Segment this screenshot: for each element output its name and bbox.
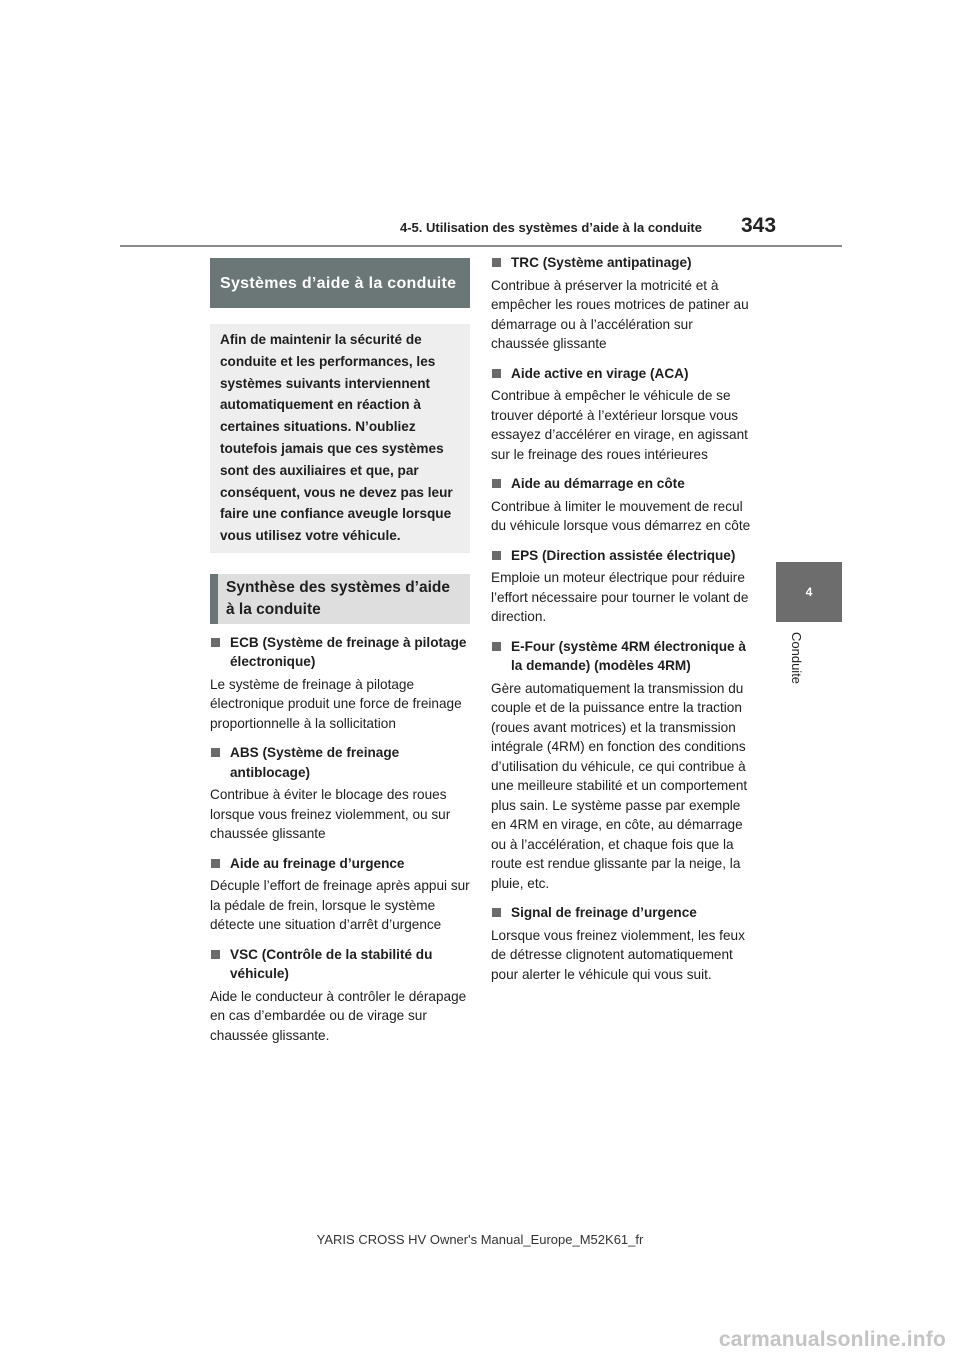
item-title: Aide au freinage d’urgence xyxy=(210,854,470,874)
watermark-link[interactable]: carmanualsonline.info xyxy=(718,1328,946,1351)
chapter-tab-label-container xyxy=(786,632,806,688)
item-body: Gère automatiquement la transmission du couple et de la puissance entre la traction (roues avant motrices) et la transmission intégrale (4RM) en fonction des conditions d’utilisation du véhicule, ce qui contribue à une meilleure stabilité et un comportement plus sain. Le système passe par exemple en 4RM en virage, en côte, au démarrage ou à l’accélération, et chaque fois que la route est rendue glissante par la neige, la pluie, etc. xyxy=(491,680,748,891)
page-number: 343 xyxy=(741,214,777,237)
item-body: Contribue à éviter le blocage des roues lorsque vous freinez violemment, ou sur chaussée glissante xyxy=(210,787,451,842)
item-title: VSC (Contrôle de la stabilité du véhicule) xyxy=(210,945,470,984)
list-item xyxy=(491,364,751,465)
section-heading-summary-text: Synthèse des systèmes d’aide à la conduite xyxy=(226,578,451,618)
chapter-tab-label: Conduite xyxy=(789,632,804,685)
item-title: TRC (Système antipatinage) xyxy=(491,253,751,273)
item-body: Lorsque vous freinez violemment, les feux de détresse clignotent automatiquement pour alerter le véhicule qui vous suit. xyxy=(491,927,745,982)
footer-manual-id: YARIS CROSS HV Owner's Manual_Europe_M52K61_fr xyxy=(316,1232,644,1247)
section-header-title: 4-5. Utilisation des systèmes d’aide à la conduite xyxy=(400,220,702,235)
item-body: Contribue à empêcher le véhicule de se trouver déporté à l’extérieur lorsque vous essayez d’accélérer en virage, en agissant sur le freinage des roues intérieures xyxy=(491,388,748,462)
chapter-tab-number: 4 xyxy=(805,585,813,599)
item-title: ABS (Système de freinage antiblocage) xyxy=(210,743,470,782)
item-title: Aide active en virage (ACA) xyxy=(491,364,751,384)
intro-box: Afin de maintenir la sécurité de conduite et les performances, les systèmes suivants interviennent automatiquement en réaction à certaines situations. N’oubliez toutefois jamais que ces systèmes sont des auxiliaires et que, par conséquent, vous ne devez pas leur faire une confiance aveugle lorsque vous utilisez votre véhicule. xyxy=(210,324,470,553)
section-heading-driving-aids xyxy=(210,258,470,308)
item-body: Décuple l’effort de freinage après appui sur la pédale de frein, lorsque le système détecte une situation d’arrêt d’urgence xyxy=(210,878,470,933)
list-item xyxy=(210,743,470,844)
list-item xyxy=(491,253,751,354)
right-column xyxy=(491,253,751,984)
item-body: Contribue à préserver la motricité et à empêcher les roues motrices de patiner au démarrage ou à l’accélération sur chaussée glissante xyxy=(491,277,749,351)
list-item xyxy=(491,474,751,536)
section-heading-summary xyxy=(210,574,470,624)
list-item xyxy=(491,637,751,894)
item-title: E-Four (système 4RM électronique à la demande) (modèles 4RM) xyxy=(491,637,751,676)
chapter-tab xyxy=(776,562,842,622)
list-item xyxy=(210,854,470,935)
item-title: EPS (Direction assistée électrique) xyxy=(491,546,751,566)
item-title: ECB (Système de freinage à pilotage électronique) xyxy=(210,633,470,672)
section-heading-driving-aids-text: Systèmes d’aide à la conduite xyxy=(220,274,457,292)
list-item xyxy=(491,903,751,984)
list-item xyxy=(210,945,470,1046)
left-column xyxy=(210,258,470,1045)
item-title: Aide au démarrage en côte xyxy=(491,474,751,494)
list-item xyxy=(491,546,751,627)
item-body: Aide le conducteur à contrôler le dérapage en cas d’embardée ou de virage sur chaussée glissante. xyxy=(210,988,467,1043)
item-body: Contribue à limiter le mouvement de recul du véhicule lorsque vous démarrez en côte xyxy=(491,498,751,533)
item-body: Le système de freinage à pilotage électronique produit une force de freinage proportionnelle à la sollicitation xyxy=(210,676,462,731)
item-body: Emploie un moteur électrique pour réduire l’effort nécessaire pour tourner le volant de direction. xyxy=(491,570,749,624)
header-divider xyxy=(120,245,842,247)
list-item xyxy=(210,633,470,734)
item-title: Signal de freinage d’urgence xyxy=(491,903,751,923)
